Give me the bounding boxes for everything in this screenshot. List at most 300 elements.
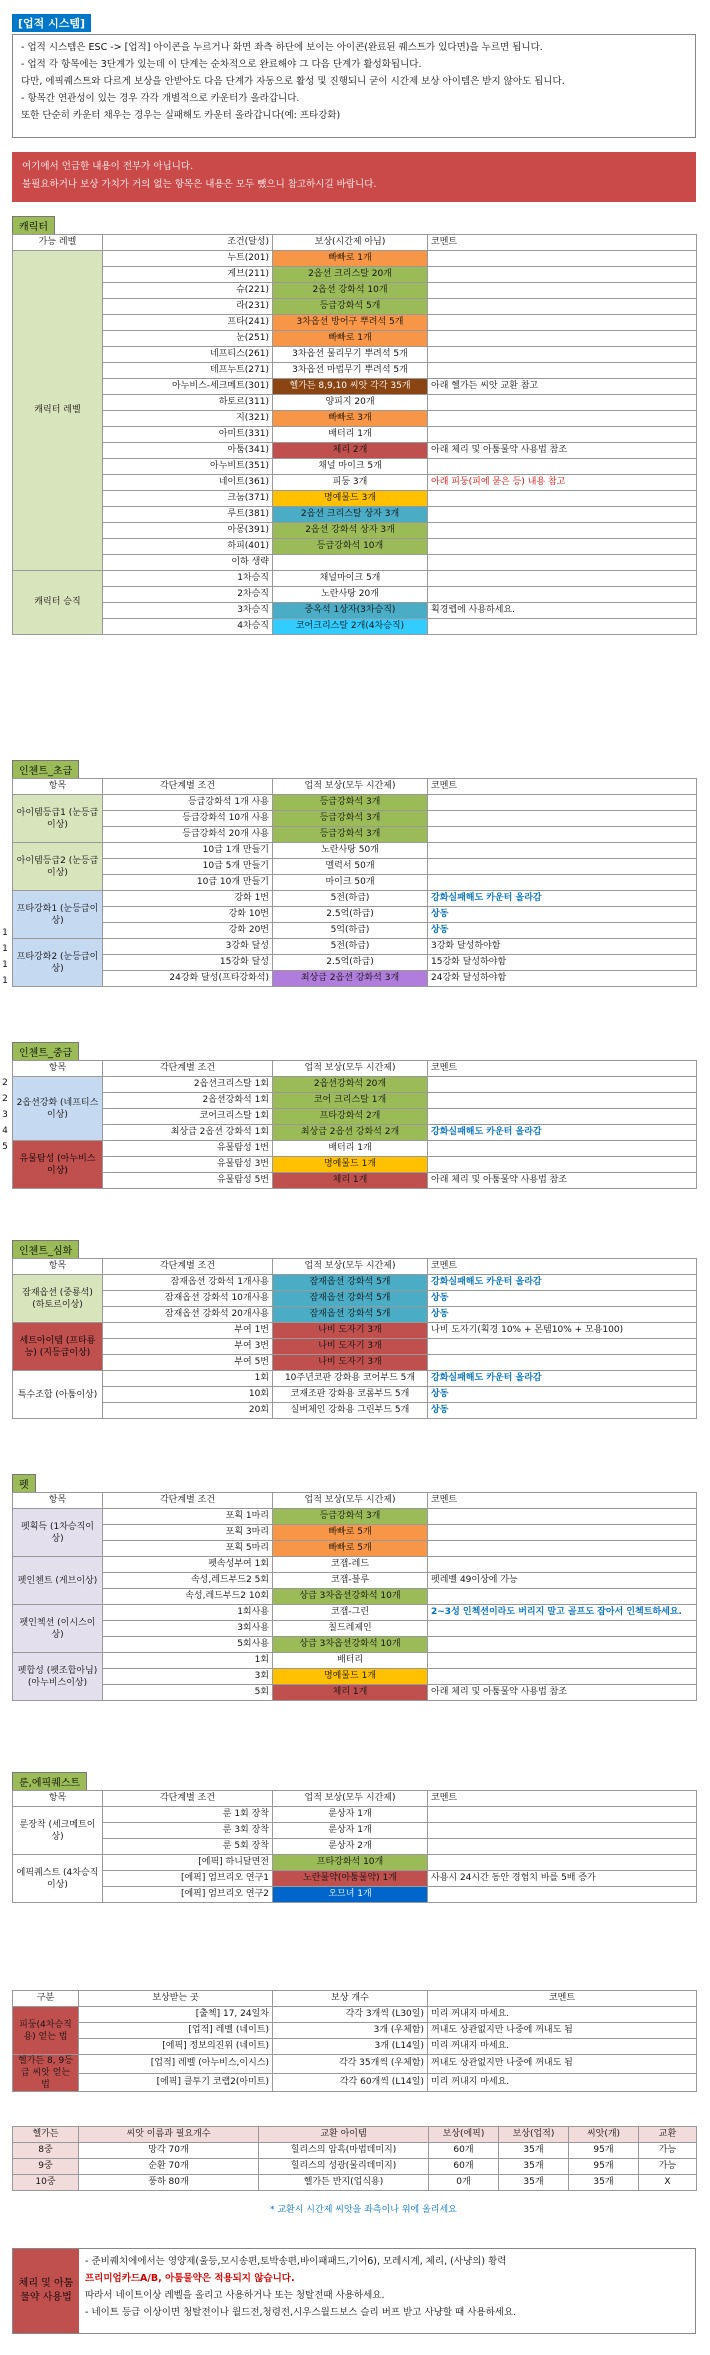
table-cell [428, 315, 697, 331]
table-cell: 등급강화석 1개 사용 [103, 795, 273, 811]
table-cell [428, 363, 697, 379]
group-label: 프타강화2 (눈등급이상) [13, 939, 103, 987]
column-header: 코멘트 [428, 779, 697, 795]
table-cell: 프타강화석 2개 [273, 1109, 428, 1125]
table-cell: 등급강화석 20개 사용 [103, 827, 273, 843]
table-row [13, 955, 697, 971]
table-cell: 2옵션강화석 20개 [273, 1077, 428, 1093]
table-cell: 상동 [428, 907, 697, 923]
section-enchant1: 인첸트_초급 [12, 760, 79, 779]
table-cell: [에픽] 엄브리오 연구2 [103, 1887, 273, 1903]
table-cell [428, 411, 697, 427]
table-row [13, 811, 697, 827]
table-cell: 아누비스-세크메트(301) [103, 379, 273, 395]
table-cell: 네프티스(261) [103, 347, 273, 363]
table-cell [428, 1077, 697, 1093]
table-cell: 사용시 24시간 동안 경험치 바를 5배 증가 [428, 1871, 697, 1887]
header-row [13, 1991, 697, 2007]
group-label: 아이템등급2 (눈등급이상) [13, 843, 103, 891]
table-cell: 아몽(391) [103, 523, 273, 539]
table-cell: 각각 3개씩 (L30일) [273, 2007, 428, 2023]
table-cell: 코재조판 강화용 코롬부드 5개 [273, 1387, 428, 1403]
table-cell [428, 251, 697, 267]
intro-line: - 항목간 연관성이 있는 경우 각각 개별적으로 카운터가 올라갑니다. [21, 93, 300, 104]
table-cell [428, 619, 697, 635]
header-row [13, 1791, 697, 1807]
table-cell: 루트(381) [103, 507, 273, 523]
table-row [13, 1291, 697, 1307]
table-cell: 코어 크리스탈 1개 [273, 1093, 428, 1109]
table-cell [428, 1557, 697, 1573]
table-cell [428, 1887, 697, 1903]
table-row [13, 2023, 697, 2039]
table-cell: 아미트(331) [103, 427, 273, 443]
table-cell [428, 1541, 697, 1557]
table-cell: 유물탐성 1번 [103, 1141, 273, 1157]
column-header: 씨앗 이름과 필요개수 [79, 2127, 259, 2143]
column-header: 코멘트 [428, 1259, 697, 1275]
column-header: 업적 보상(모두 시간제) [273, 1061, 428, 1077]
table-row [13, 2039, 697, 2055]
epic-table [12, 1790, 697, 1903]
table-cell [428, 1093, 697, 1109]
table-cell: 라(231) [103, 299, 273, 315]
table-cell: 아래 체리 및 아툼물약 사용법 참조 [428, 1173, 697, 1189]
table-cell: 아래 피둥(피에 묻은 등) 내용 참고 [428, 475, 697, 491]
table-cell: 아래 헬가든 씨앗 교환 참고 [428, 379, 697, 395]
table-cell: 2.5억(하급) [273, 907, 428, 923]
table-row [13, 1275, 697, 1291]
table-cell: 3차옵션 마법무기 뿌려석 5개 [273, 363, 428, 379]
group-label: 유물탐성 (아누비스이상) [13, 1141, 103, 1189]
table-cell [428, 1855, 697, 1871]
table-cell: [업적] 레벨 (아누비스,이시스) [79, 2055, 273, 2074]
row-number: 4 [2, 1126, 8, 1136]
table-cell [428, 1339, 697, 1355]
table-cell [428, 1669, 697, 1685]
table-cell: 등급강화석 5개 [273, 299, 428, 315]
table-row [13, 1323, 697, 1339]
table-row [13, 1339, 697, 1355]
table-row [13, 1653, 697, 1669]
table-row [13, 411, 697, 427]
table-cell: [에픽] 클투기 코랩2(아미트) [79, 2073, 273, 2092]
table-cell: 3회 [103, 1669, 273, 1685]
table-cell: 상급 3차옵션강화석 10개 [273, 1589, 428, 1605]
table-cell: 잠재옵션 강화석 5개 [273, 1275, 428, 1291]
table-cell: 3차옵션 물리무기 뿌려석 5개 [273, 347, 428, 363]
table-cell: 0개 [429, 2175, 499, 2191]
column-header: 항목 [13, 1259, 103, 1275]
table-cell: 3강화 달성하야함 [428, 939, 697, 955]
column-header: 코멘트 [428, 1991, 697, 2007]
table-cell [428, 331, 697, 347]
pet-table [12, 1492, 697, 1701]
table-cell [273, 555, 428, 571]
table-cell: 이하 생략 [103, 555, 273, 571]
table-cell: 35개 [499, 2159, 569, 2175]
table-cell: 5전(하급) [273, 891, 428, 907]
table-cell: 5회사용 [103, 1637, 273, 1653]
table-cell: [에픽] 정보의진위 (네이트) [79, 2039, 273, 2055]
table-row [13, 1807, 697, 1823]
table-cell: 하피(401) [103, 539, 273, 555]
notice-box [12, 152, 696, 202]
table-cell: 헬가든 반지(업식용) [259, 2175, 429, 2191]
table-cell: 테프누트(271) [103, 363, 273, 379]
table-cell [428, 491, 697, 507]
table-cell: 5억(하급) [273, 923, 428, 939]
table-cell: [에픽] 엄브리오 연구1 [103, 1871, 273, 1887]
column-header: 조건(달성) [103, 235, 273, 251]
header-row [13, 1259, 697, 1275]
table-row [13, 1871, 697, 1887]
table-cell: 각각 35개씩 (우체함) [273, 2055, 428, 2074]
table-cell: 상동 [428, 1403, 697, 1419]
column-header: 보상(에픽) [429, 2127, 499, 2143]
table-cell: 유물탐성 3번 [103, 1157, 273, 1173]
table-cell: 아래 체리 및 아툼물약 사용법 참조 [428, 1685, 697, 1701]
table-row [13, 1093, 697, 1109]
intro-line: 또한 단순히 카운터 채우는 경우는 실패해도 카운터 올라갑니다(예: 프타강화) [21, 110, 341, 121]
table-cell: 95개 [569, 2159, 639, 2175]
table-cell: 코어크리스탈 2개(4차승직) [273, 619, 428, 635]
table-cell: 8중 [13, 2143, 79, 2159]
table-cell: 명예물드 3개 [273, 491, 428, 507]
table-cell: 부여 1번 [103, 1323, 273, 1339]
table-cell [428, 427, 697, 443]
column-header: 각단계별 조건 [103, 1061, 273, 1077]
column-header: 항목 [13, 1061, 103, 1077]
table-cell: 최상급 2옵션 강화석 2개 [273, 1125, 428, 1141]
table-cell: 5전(하급) [273, 939, 428, 955]
page-title: [업적 시스템] [12, 14, 91, 32]
table-cell: 나비 도자기(획경 10% + 몬템10% + 모용100) [428, 1323, 697, 1339]
table-cell: 2옵션 크리스탈 20개 [273, 267, 428, 283]
notice-line: 불필요하거나 보상 가치가 거의 없는 항목은 내용은 모두 뺐으니 참고하시길 바랍니다. [22, 179, 377, 190]
enchant1-table [12, 778, 697, 987]
table-cell: 상급 3차옵션강화석 10개 [273, 1637, 428, 1653]
column-header: 헬가든 [13, 2127, 79, 2143]
table-row [13, 267, 697, 283]
table-row [13, 1307, 697, 1323]
row-number: 1 [2, 976, 8, 986]
table-row [13, 539, 697, 555]
notice-line: 여기에서 언급한 내용이 전부가 아닙니다. [22, 161, 194, 172]
table-cell [428, 347, 697, 363]
header-row [13, 2127, 697, 2143]
table-cell: 10급 5개 만들기 [103, 859, 273, 875]
table-cell [428, 1637, 697, 1653]
row-number: 1 [2, 960, 8, 970]
table-cell: 빠빠로 5개 [273, 1525, 428, 1541]
group-label: 룬장착 (세크메트이상) [13, 1807, 103, 1855]
group-label: 프타강화1 (눈등급이상) [13, 891, 103, 939]
table-row [13, 395, 697, 411]
table-cell [428, 555, 697, 571]
group-label: 헬가든 8, 9등급 씨앗 얻는 법 [13, 2055, 79, 2092]
table-cell: 누트(201) [103, 251, 273, 267]
table-cell: 게브(211) [103, 267, 273, 283]
table-row [13, 891, 697, 907]
table-cell: 나비 도자기 3개 [273, 1323, 428, 1339]
table-cell: 크눔(371) [103, 491, 273, 507]
table-row [13, 1509, 697, 1525]
table-cell: 강화실패해도 카운터 올라감 [428, 1125, 697, 1141]
tips-box [12, 2248, 696, 2334]
table-row [13, 907, 697, 923]
table-row [13, 1371, 697, 1387]
table-row [13, 331, 697, 347]
table-cell: 등급강화석 10개 사용 [103, 811, 273, 827]
table-cell: 미리 꺼내지 마세요. [428, 2039, 697, 2055]
table-cell: 5회 [103, 1685, 273, 1701]
table-cell: 슈(221) [103, 283, 273, 299]
table-row [13, 427, 697, 443]
table-row [13, 491, 697, 507]
column-header: 각단계별 조건 [103, 1259, 273, 1275]
table-cell: 힐리스의 성광(물리데미지) [259, 2159, 429, 2175]
intro-line: 다만, 에픽퀘스트와 다르게 보상을 안받아도 다음 단계가 자동으로 활성 및 진행되니 굳이 시간제 보상 아이템은 받지 않아도 됩니다. [21, 76, 565, 87]
table-cell: 포획 1마리 [103, 1509, 273, 1525]
group-label: 캐릭터 승직 [13, 571, 103, 635]
table-cell [428, 1157, 697, 1173]
tips-line: - 준비퀘치에에서는 영양제(울등,모시송편,토박송편,바이패패드,기어6), 모레시계, 체리, (사냥의) 황력 [85, 2256, 507, 2267]
table-cell: 2차승직 [103, 587, 273, 603]
table-row [13, 1355, 697, 1371]
table-cell: 칠드레제인 [273, 1621, 428, 1637]
table-cell: 마이크 50개 [273, 875, 428, 891]
intro-line: - 업적 시스템은 ESC -> [업적] 아이콘을 누르거나 화면 좌측 하단에 보이는 아이콘(완료된 퀘스트가 있다면)을 누르면 됩니다. [21, 42, 543, 53]
table-row [13, 1141, 697, 1157]
table-cell [428, 1823, 697, 1839]
table-cell: 35개 [569, 2175, 639, 2191]
table-cell: 아래 체리 및 아툼물약 사용법 참조 [428, 443, 697, 459]
table-cell: 프타(241) [103, 315, 273, 331]
table-row [13, 843, 697, 859]
table-cell: X [639, 2175, 697, 2191]
table-cell: 코잽-레드 [273, 1557, 428, 1573]
table-row [13, 1855, 697, 1871]
table-cell: 등급강화석 3개 [273, 827, 428, 843]
column-header: 코멘트 [428, 235, 697, 251]
table-row [13, 2073, 697, 2092]
table-row [13, 1403, 697, 1419]
column-header: 가능 레벨 [13, 235, 103, 251]
table-cell [428, 571, 697, 587]
intro-box [12, 34, 696, 138]
table-cell: 2옵션 강화석 상자 3개 [273, 523, 428, 539]
table-cell: 순환 70개 [79, 2159, 259, 2175]
header-row [13, 779, 697, 795]
table-cell: 60개 [429, 2143, 499, 2159]
table-cell: 나비 도자기 3개 [273, 1339, 428, 1355]
table-cell: 강화실패해도 카운터 올라감 [428, 891, 697, 907]
table-cell: 노란사탕 20개 [273, 587, 428, 603]
table-cell: 힐리스의 암흑(마법데미지) [259, 2143, 429, 2159]
column-header: 항목 [13, 1493, 103, 1509]
table-row [13, 1621, 697, 1637]
table-cell: 3차승직 [103, 603, 273, 619]
table-cell: 2.5억(하급) [273, 955, 428, 971]
tips-line: 따라서 네이트이상 레벨을 올리고 사용하거나 또는 청탈전때 사용하세요. [85, 2290, 385, 2301]
table-cell: 잠재옵션 강화석 20개사용 [103, 1307, 273, 1323]
table-cell: 3개 (우체함) [273, 2023, 428, 2039]
table-cell: 룬상자 1개 [273, 1823, 428, 1839]
table-cell: 15강화 달성 [103, 955, 273, 971]
table-cell: [출첵] 17, 24일차 [79, 2007, 273, 2023]
table-cell: 룬상자 2개 [273, 1839, 428, 1855]
tips-line: - 네이트 등급 이상이면 청탈전이나 월드전,청령전,시우스월드보스 슬리 버프 받고 사냥할 때 사용하세요. [85, 2307, 517, 2318]
table-cell: 오므녀 1개 [273, 1887, 428, 1903]
table-row [13, 1823, 697, 1839]
table-cell: 포획 5마리 [103, 1541, 273, 1557]
table-cell: 상동 [428, 1307, 697, 1323]
table-cell [428, 1839, 697, 1855]
group-label: 잠재옵션 (중룡석) (하토르이상) [13, 1275, 103, 1323]
table-cell: 1차승직 [103, 571, 273, 587]
table-row [13, 1157, 697, 1173]
table-cell: 10주년코판 강화용 코어부드 5개 [273, 1371, 428, 1387]
table-cell: 양피지 20개 [273, 395, 428, 411]
table-cell: 강화실패해도 카운터 올라감 [428, 1371, 697, 1387]
row-number: 1 [2, 944, 8, 954]
table-cell: 중옥석 1상자(3차승직) [273, 603, 428, 619]
hellgarden-table [12, 2126, 697, 2191]
table-cell: 잠재옵션 강화석 1개사용 [103, 1275, 273, 1291]
table-row [13, 507, 697, 523]
column-header: 코멘트 [428, 1061, 697, 1077]
column-header: 보상(시간제 아님) [273, 235, 428, 251]
table-cell: 체리 1개 [273, 1173, 428, 1189]
table-cell: 2옵션 크리스탈 상자 3개 [273, 507, 428, 523]
enchant2-table [12, 1060, 697, 1189]
table-row [13, 923, 697, 939]
table-cell: 3차옵션 방어구 뿌려석 5개 [273, 315, 428, 331]
table-cell [428, 795, 697, 811]
table-cell [428, 1525, 697, 1541]
table-row [13, 2055, 697, 2074]
table-cell [428, 587, 697, 603]
table-cell [428, 395, 697, 411]
table-cell: [업적] 레벨 (네이트) [79, 2023, 273, 2039]
table-cell [428, 843, 697, 859]
table-row [13, 1605, 697, 1621]
tips-label: 체리 및 아툼 물약 사용법 [13, 2249, 79, 2333]
group-label: 아이템등급1 (눈등급이상) [13, 795, 103, 843]
column-header: 업적 보상(모두 시간제) [273, 779, 428, 795]
table-cell: 미리 꺼내지 마세요. [428, 2073, 697, 2092]
hellgarden-note: * 교환시 시간제 씨앗을 좌측이나 위에 올리세요 [270, 2205, 457, 2215]
table-cell: 포획 3마리 [103, 1525, 273, 1541]
table-cell: 상동 [428, 923, 697, 939]
table-row [13, 347, 697, 363]
table-cell: 1회사용 [103, 1605, 273, 1621]
table-row [13, 971, 697, 987]
table-row [13, 1589, 697, 1605]
table-row [13, 1557, 697, 1573]
table-row [13, 2007, 697, 2023]
table-cell: 60개 [429, 2159, 499, 2175]
table-cell [428, 283, 697, 299]
table-cell: 빠빠로 5개 [273, 1541, 428, 1557]
group-label: 특수조합 (아툼이상) [13, 1371, 103, 1419]
table-cell: 3회사용 [103, 1621, 273, 1637]
table-cell: 펫레벨 49이상에 가능 [428, 1573, 697, 1589]
table-row [13, 299, 697, 315]
table-cell: 2옵션 강화석 10개 [273, 283, 428, 299]
table-cell [428, 1509, 697, 1525]
table-cell: 명예물드 1개 [273, 1669, 428, 1685]
table-row [13, 603, 697, 619]
table-cell: 잠재옵션 강화석 10개사용 [103, 1291, 273, 1307]
table-cell [428, 459, 697, 475]
table-cell: 부여 3번 [103, 1339, 273, 1355]
tips-line: 프리미엄카드A/B, 아툼물약은 적용되지 않습니다. [85, 2273, 295, 2284]
section-enchant2: 인첸트_중급 [12, 1042, 79, 1061]
column-header: 씨앗(개) [569, 2127, 639, 2143]
table-row [13, 1887, 697, 1903]
table-cell [428, 267, 697, 283]
table-cell: 체리 2개 [273, 443, 428, 459]
column-header: 업적 보상(모두 시간제) [273, 1259, 428, 1275]
table-cell: 노란사탕 50개 [273, 843, 428, 859]
section-char: 캐릭터 [12, 216, 55, 235]
row-number: 2 [2, 1094, 8, 1104]
table-cell: 코잽-블루 [273, 1573, 428, 1589]
table-cell [428, 539, 697, 555]
table-cell: 빠빠로 1개 [273, 251, 428, 267]
table-row [13, 859, 697, 875]
table-cell: 2옵션강화석 1회 [103, 1093, 273, 1109]
table-row [13, 459, 697, 475]
table-cell [428, 1141, 697, 1157]
group-label: 캐릭터 레벨 [13, 251, 103, 571]
table-cell: 채널 마이크 5개 [273, 459, 428, 475]
table-row [13, 2159, 697, 2175]
table-cell: 체리 1개 [273, 1685, 428, 1701]
table-cell: 등급강화석 3개 [273, 1509, 428, 1525]
table-cell: 2~3성 인첵션이라도 버리지 말고 골프도 잡아서 인첵트하세요. [428, 1605, 697, 1621]
table-cell: 10급 1개 만들기 [103, 843, 273, 859]
table-cell: 최상급 2옵션 강화석 3개 [273, 971, 428, 987]
group-label: 펫획득 (1차승직이상) [13, 1509, 103, 1557]
char-table [12, 234, 697, 635]
group-label: 피둥(4차승직용) 얻는 법 [13, 2007, 79, 2055]
table-cell: 속성,레드부드2 5회 [103, 1573, 273, 1589]
table-row [13, 1541, 697, 1557]
table-cell: 35개 [499, 2143, 569, 2159]
table-cell: 24강화 달성하야함 [428, 971, 697, 987]
table-row [13, 571, 697, 587]
table-cell: 2옵션크리스탈 1회 [103, 1077, 273, 1093]
table-row [13, 1669, 697, 1685]
table-cell: 4차승직 [103, 619, 273, 635]
table-cell: 노란물약(아툼물약) 1개 [273, 1871, 428, 1887]
table-cell: 10급 10개 만들기 [103, 875, 273, 891]
section-epic: 룬,에픽퀘스트 [12, 1772, 87, 1791]
table-cell: 95개 [569, 2143, 639, 2159]
table-row [13, 379, 697, 395]
table-row [13, 619, 697, 635]
table-row [13, 555, 697, 571]
table-cell: 프타강화석 10개 [273, 1855, 428, 1871]
table-cell [428, 1589, 697, 1605]
table-cell: 아툼(341) [103, 443, 273, 459]
table-cell: 등급강화석 3개 [273, 811, 428, 827]
table-cell: 강화실패해도 카운터 올라감 [428, 1275, 697, 1291]
table-row [13, 2175, 697, 2191]
